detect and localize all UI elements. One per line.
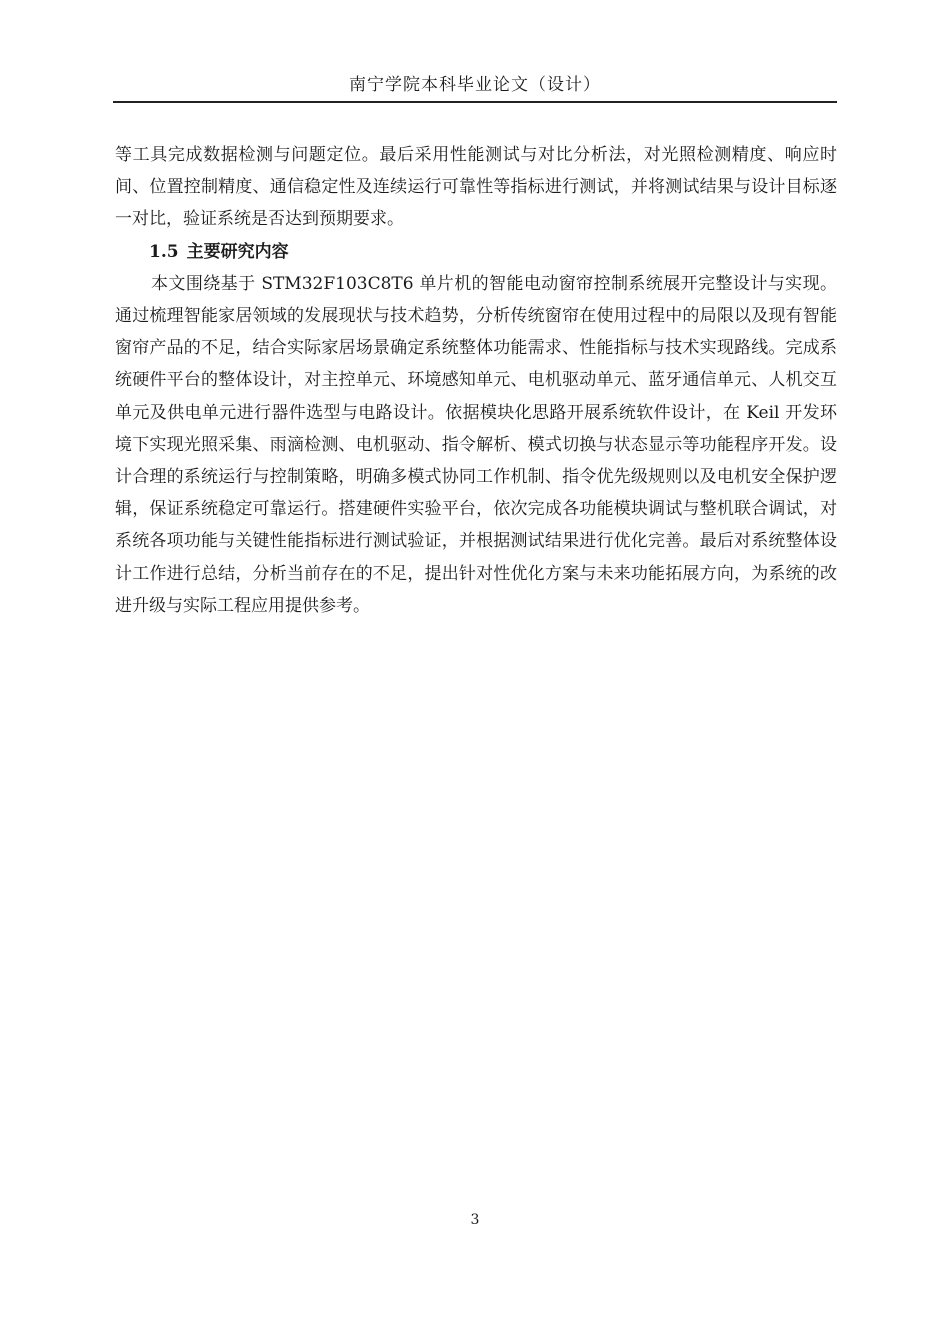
section-heading (115, 236, 837, 268)
running-header: 南宁学院本科毕业论文（设计） (349, 75, 601, 95)
continued-paragraph: 等工具完成数据检测与问题定位。最后采用性能测试与对比分析法，对光照检测精度、响应时间、位置控制精度、通信稳定性及连续运行可靠性等指标进行测试，并将测试结果与设计目标逐一对比，验证系统是否达到预期要求。 (115, 145, 837, 230)
header-rule (113, 101, 837, 103)
page-number: 3 (470, 1212, 480, 1228)
body-text (115, 139, 837, 622)
section-title: 主要研究内容 (186, 241, 289, 262)
section-number: 1.5 (149, 241, 179, 262)
body-paragraph: 本文围绕基于 STM32F103C8T6 单片机的智能电动窗帘控制系统展开完整设计与实现。通过梳理智能家居领域的发展现状与技术趋势，分析传统窗帘在使用过程中的局限以及现有智能窗帘产品的不足，结合实际家居场景确定系统整体功能需求、性能指标与技术实现路线。完成系统硬件平台的整体设计，对主控单元、环境感知单元、电机驱动单元、蓝牙通信单元、人机交互单元及供电单元进行器件选型与电路设计。依据模块化思路开展系统软件设计，在 Keil 开发环境下实现光照采集、雨滴检测、电机驱动、指令解析、模式切换与状态显示等功能程序开发。设计合理的系统运行与控制策略，明确多模式协同工作机制、指令优先级规则以及电机安全保护逻辑，保证系统稳定可靠运行。搭建硬件实验平台，依次完成各功能模块调试与整机联合调试，对系统各项功能与关键性能指标进行测试验证，并根据测试结果进行优化完善。最后对系统整体设计工作进行总结，分析当前存在的不足，提出针对性优化方案与未来功能拓展方向，为系统的改进升级与实际工程应用提供参考。 (115, 273, 837, 616)
